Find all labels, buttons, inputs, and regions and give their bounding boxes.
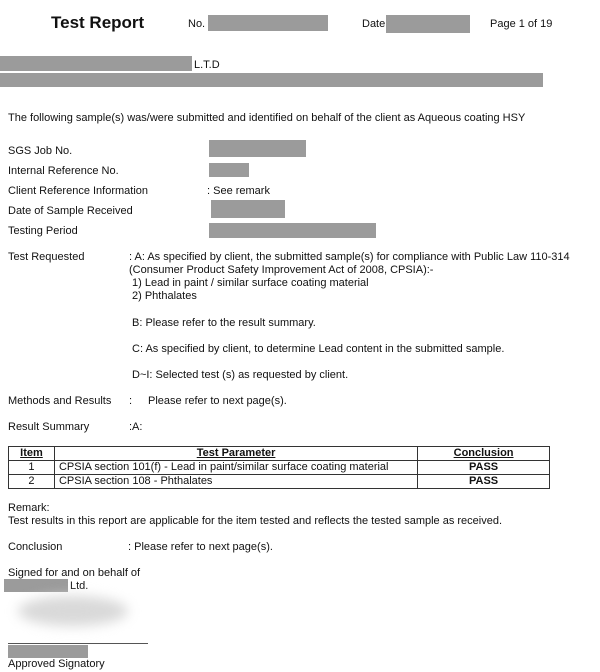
test-requested-item-1: 1) Lead in paint / similar surface coating material <box>132 277 369 289</box>
row-item-number: 1 <box>9 461 55 475</box>
row-test-parameter: CPSIA section 101(f) - Lead in paint/similar surface coating material <box>54 461 417 475</box>
report-title: Test Report <box>51 13 145 32</box>
field-label-date-received: Date of Sample Received <box>8 205 133 217</box>
test-requested-a-line1: : A: As specified by client, the submitted sample(s) for compliance with Public Law 110-314 <box>129 251 570 263</box>
table-header-row <box>9 447 550 461</box>
column-header-item: Item <box>9 447 55 461</box>
signature-line <box>8 643 148 644</box>
column-header-conclusion: Conclusion <box>418 447 550 461</box>
report-date-redaction <box>386 15 470 33</box>
row-conclusion: PASS <box>418 461 550 475</box>
field-label-testing-period: Testing Period <box>8 225 78 237</box>
methods-colon: : <box>129 395 133 407</box>
company-name-redaction <box>0 56 192 71</box>
table-row <box>9 475 550 489</box>
result-summary-label: Result Summary <box>8 421 90 433</box>
signatory-name-redaction <box>8 645 88 658</box>
test-requested-b: B: Please refer to the result summary. <box>132 317 316 329</box>
field-value-client-ref: : See remark <box>207 185 270 197</box>
result-summary-value: :A: <box>129 421 143 433</box>
signatory-company-redaction <box>4 579 68 592</box>
report-number-label: No. <box>188 18 206 30</box>
methods-label: Methods and Results <box>8 395 112 407</box>
report-date-label: Date <box>362 18 386 30</box>
testing-period-redaction <box>209 223 376 238</box>
result-summary-table <box>8 446 550 489</box>
remark-label: Remark: <box>8 502 50 514</box>
conclusion-label: Conclusion <box>8 541 63 553</box>
table-row <box>9 461 550 475</box>
company-address-redaction <box>0 73 543 87</box>
column-header-test-parameter: Test Parameter <box>54 447 417 461</box>
test-requested-d: D~I: Selected test (s) as requested by client. <box>132 369 349 381</box>
signed-for-text: Signed for and on behalf of <box>8 567 141 579</box>
company-suffix: L.T.D <box>194 59 220 71</box>
blurred-signature <box>18 596 128 626</box>
page-indicator: Page 1 of 19 <box>490 18 553 30</box>
intro-text: The following sample(s) was/were submitted and identified on behalf of the client as Aqueous coating HSY <box>8 112 526 124</box>
test-requested-item-2: 2) Phthalates <box>132 290 197 302</box>
field-label-sgs-job: SGS Job No. <box>8 145 73 157</box>
internal-ref-redaction <box>209 163 249 177</box>
signatory-company-suffix: Ltd. <box>70 580 89 592</box>
row-conclusion: PASS <box>418 475 550 489</box>
approved-signatory-label: Approved Signatory <box>8 658 105 670</box>
field-label-client-ref: Client Reference Information <box>8 185 149 197</box>
row-item-number: 2 <box>9 475 55 489</box>
remark-text: Test results in this report are applicable for the item tested and reflects the tested sample as received. <box>8 515 503 527</box>
sgs-job-redaction <box>209 140 306 157</box>
date-received-redaction <box>211 200 285 218</box>
test-requested-label: Test Requested <box>8 251 85 263</box>
test-requested-a-line2: (Consumer Product Safety Improvement Act of 2008, CPSIA):- <box>129 264 434 276</box>
methods-value: Please refer to next page(s). <box>148 395 287 407</box>
field-label-internal-ref: Internal Reference No. <box>8 165 119 177</box>
row-test-parameter: CPSIA section 108 - Phthalates <box>54 475 417 489</box>
report-number-redaction <box>208 15 328 31</box>
test-requested-c: C: As specified by client, to determine Lead content in the submitted sample. <box>132 343 505 355</box>
conclusion-value: : Please refer to next page(s). <box>128 541 273 553</box>
